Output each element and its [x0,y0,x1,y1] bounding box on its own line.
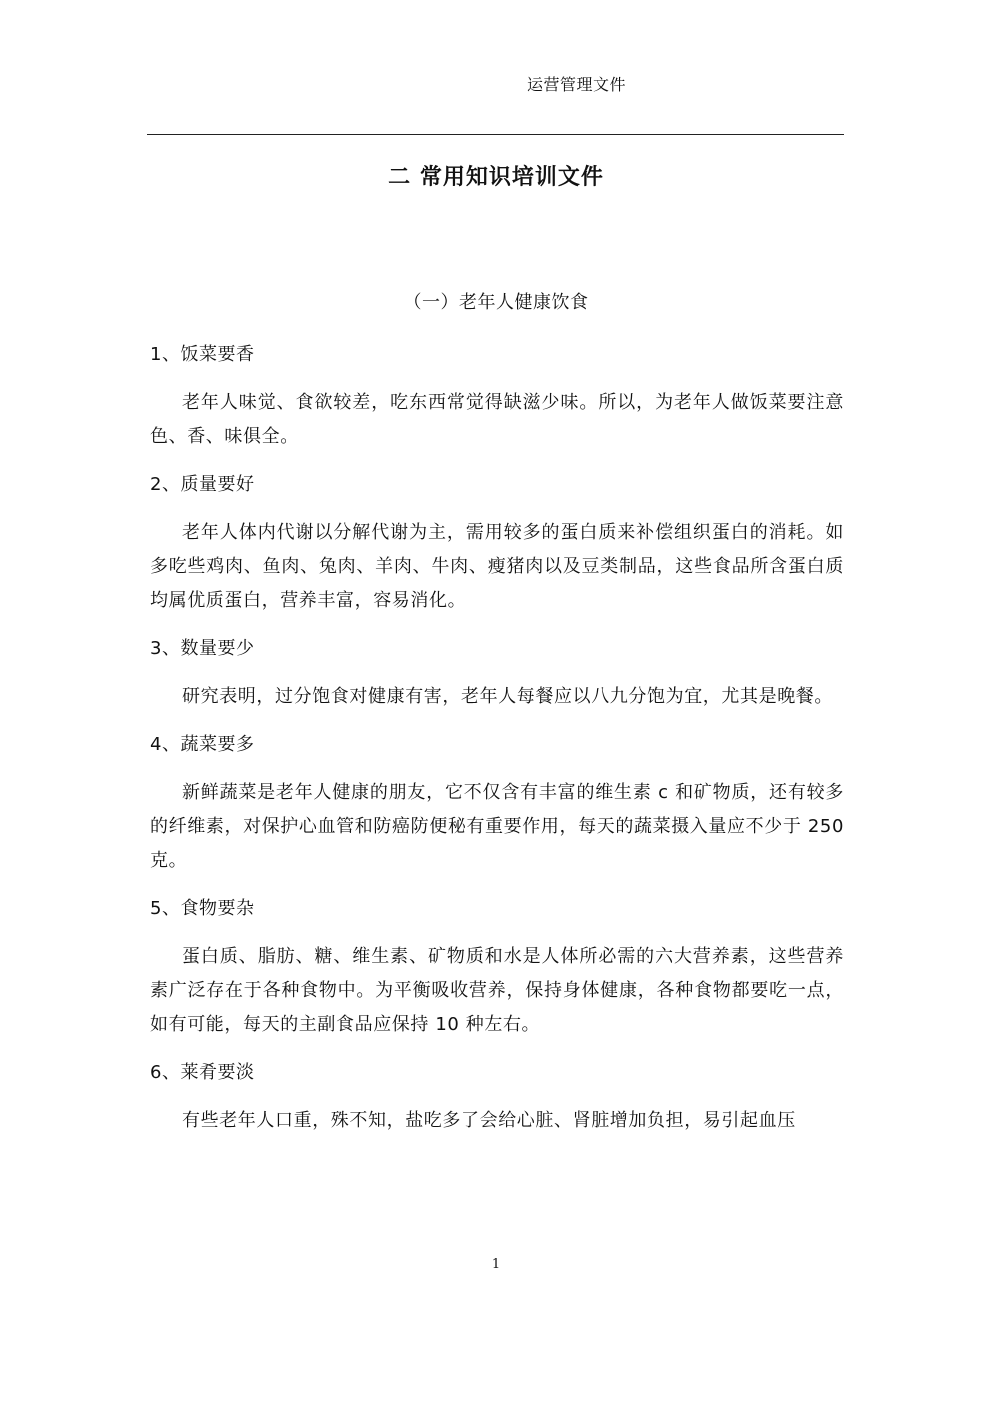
page-number: 1 [491,1257,501,1272]
section-paragraph-2: 老年人体内代谢以分解代谢为主，需用较多的蛋白质来补偿组织蛋白的消耗。如多吃些鸡肉、鱼肉、兔肉、羊肉、牛肉、瘦猪肉以及豆类制品，这些食品所含蛋白质均属优质蛋白，营养丰富，容易消化。 [150,522,844,611]
page-header: 运营管理文件 [527,75,627,94]
section-heading-2: 2、质量要好 [150,474,255,495]
section-heading-6: 6、莱肴要淡 [150,1062,255,1083]
section-heading-4: 4、蔬菜要多 [150,734,255,755]
section-paragraph-3: 研究表明，过分饱食对健康有害，老年人每餐应以八九分饱为宜，尤其是晚餐。 [182,686,833,707]
document-title: 二 常用知识培训文件 [388,165,604,190]
section-subtitle: （一）老年人健康饮食 [403,292,589,313]
section-paragraph-5: 蛋白质、脂肪、糖、维生素、矿物质和水是人体所必需的六大营养素，这些营养素广泛存在于各种食物中。为平衡吸收营养，保持身体健康，各种食物都要吃一点，如有可能，每天的主副食品应保持 10 种左右。 [150,946,844,1035]
section-heading-1: 1、饭菜要香 [150,344,255,365]
header-divider [147,134,844,135]
section-paragraph-4: 新鲜蔬菜是老年人健康的朋友，它不仅含有丰富的维生素 c 和矿物质，还有较多的纤维素，对保护心血管和防癌防便秘有重要作用，每天的蔬菜摄入量应不少于 250 克。 [150,782,844,871]
section-heading-3: 3、数量要少 [150,638,255,659]
section-paragraph-1: 老年人味觉、食欲较差，吃东西常觉得缺滋少味。所以，为老年人做饭菜要注意色、香、味俱全。 [150,392,844,447]
document-body [150,338,844,1152]
section-heading-5: 5、食物要杂 [150,898,255,919]
section-paragraph-6: 有些老年人口重，殊不知，盐吃多了会给心脏、肾脏增加负担，易引起血压 [182,1110,796,1131]
